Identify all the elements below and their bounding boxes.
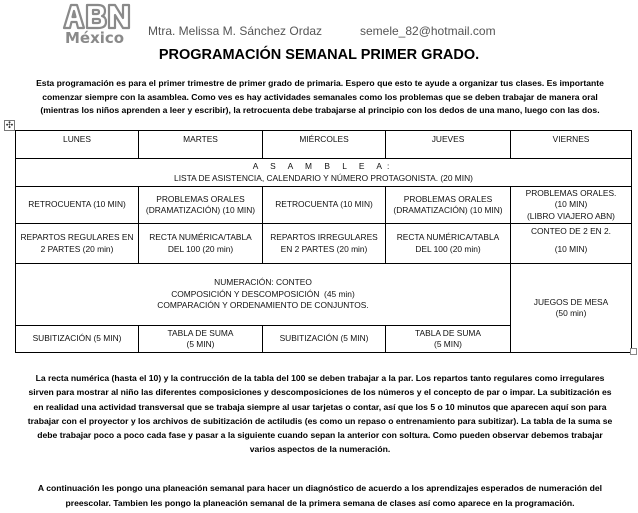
juegos-de-mesa-cell xyxy=(511,264,632,353)
abn-mexico-logo xyxy=(60,2,140,46)
cell-jueves-problemas: PROBLEMAS ORALES (DRAMATIZACIÓN) (10 MIN) xyxy=(386,187,511,224)
cell-line: COMPARACIÓN Y ORDENAMIENTO DE CONJUNTOS. xyxy=(157,300,369,311)
explanation-paragraph xyxy=(12,371,628,457)
cell-viernes-problemas xyxy=(511,187,632,224)
cell-martes-problemas: PROBLEMAS ORALES (DRAMATIZACIÓN) (10 MIN) xyxy=(139,187,263,224)
cell-line: (5 MIN) xyxy=(434,339,462,349)
cell-jueves-tabla-suma xyxy=(386,326,511,353)
paragraph-line: en realidad una actividad transversal que se trabaja siempre al usar tarjetas o contar, así que los 5 o 10 minutos que aparecen aquí son para xyxy=(33,401,607,412)
paragraph-line: La recta numérica (hasta el 10) y la contrucción de la tabla del 100 se deben trabajar a la par. Los repartos tanto regulares como irregulares xyxy=(35,373,605,383)
asamblea-row xyxy=(16,159,632,187)
paragraph-line: debe trabajar poco a poco cada fase y pasar a la siguiente cuando sepan la anterior con soltura. Como pueden observar debemos trabajar xyxy=(37,430,603,441)
document-title: PROGRAMACIÓN SEMANAL PRIMER GRADO. xyxy=(158,47,480,63)
cell-miercoles-retrocuenta: RETROCUENTA (10 MIN) xyxy=(263,187,386,224)
intro-line: (mientras los niños aprenden a leer y escribir), la retrocuenta debe trabajarse al principio con los dedos de una mano, luego con las dos. xyxy=(40,105,600,115)
weekly-schedule-table xyxy=(15,130,632,353)
cell-martes-tabla-suma xyxy=(139,326,263,353)
continuation-paragraph xyxy=(12,481,628,510)
cell-miercoles-subitizacion: SUBITIZACIÓN (5 MIN) xyxy=(263,326,386,353)
paragraph-line: varios aspectos de la numeración. xyxy=(249,444,391,455)
day-header-martes: MARTES xyxy=(139,131,263,159)
asamblea-title: A S A M B L E A: xyxy=(252,161,395,171)
paragraph-line: trabajar con el proyector y los archivos de subitización de actiludis (es como un repaso o entrenamiento para subitizar). La tabla de la suma se xyxy=(27,415,613,426)
day-header-lunes: LUNES xyxy=(16,131,139,159)
day-header-jueves: JUEVES xyxy=(386,131,511,159)
paragraph-line: sirven para mostrar al niño las diferentes composiciones y descomposiciones de los números y el concepto de par o impar. La subitización es xyxy=(28,387,612,398)
paragraph-line: A continuación les pongo una planeación semanal para hacer un diagnóstico de acuerdo a los aprendizajes esperados de numeración del xyxy=(37,483,603,493)
table-row xyxy=(16,224,632,264)
cell-line: JUEGOS DE MESA xyxy=(533,296,609,307)
table-header-row xyxy=(16,131,632,159)
cell-line: NUMERACIÓN: CONTEO xyxy=(214,277,312,288)
cell-line: COMPOSICIÓN Y DESCOMPOSICIÓN (45 min) xyxy=(171,288,355,299)
cell-line: (10 MIN) xyxy=(554,243,588,254)
asamblea-detail: LISTA DE ASISTENCIA, CALENDARIO Y NÚMERO PROTAGONISTA. (20 MIN) xyxy=(174,172,473,183)
cell-line: (50 min) xyxy=(555,308,587,318)
table-resize-handle[interactable] xyxy=(630,348,637,355)
cell-lunes-subitizacion: SUBITIZACIÓN (5 MIN) xyxy=(16,326,139,353)
intro-line: Esta programación es para el primer trimestre de primer grado de primaria. Espero que esto te ayude a organizar tus clases. Es importante xyxy=(36,78,604,88)
cell-line: (10 MIN) xyxy=(554,199,588,210)
intro-line: comenzar siempre con la asamblea. Como ves es hay actividades semanales como los problemas que se deben trabajar de manera oral xyxy=(42,91,598,102)
cell-jueves-recta: RECTA NUMÉRICA/TABLA DEL 100 (20 min) xyxy=(386,224,511,264)
intro-paragraph xyxy=(12,77,628,118)
cell-line: (LIBRO VIAJERO ABN) xyxy=(527,210,615,221)
logo-mexico-text: México xyxy=(65,29,125,46)
cell-martes-recta: RECTA NUMÉRICA/TABLA DEL 100 (20 min) xyxy=(139,224,263,264)
numeracion-row xyxy=(16,264,632,326)
day-header-miercoles: MIÉRCOLES xyxy=(263,131,386,159)
cell-lunes-retrocuenta: RETROCUENTA (10 MIN) xyxy=(16,187,139,224)
numeracion-cell xyxy=(16,264,511,326)
cell-lunes-repartos: REPARTOS REGULARES EN 2 PARTES (20 min) xyxy=(16,224,139,264)
table-row xyxy=(16,187,632,224)
author-name: Mtra. Melissa M. Sánchez Ordaz xyxy=(148,24,323,38)
cell-line: TABLA DE SUMA xyxy=(415,327,481,338)
paragraph-line: preescolar. Tambien les pongo la planeación semanal de la primera semana de clases así como aparece en la programación. xyxy=(65,497,575,508)
cell-miercoles-repartos: REPARTOS IRREGULARES EN 2 PARTES (20 min) xyxy=(263,224,386,264)
cell-line: CONTEO DE 2 EN 2. xyxy=(530,226,612,236)
asamblea-cell xyxy=(16,159,632,187)
table-move-handle-icon[interactable]: ✣ xyxy=(5,120,14,130)
cell-line: TABLA DE SUMA xyxy=(167,327,234,338)
day-header-viernes: VIERNES xyxy=(511,131,632,159)
cell-line: PROBLEMAS ORALES. xyxy=(525,187,617,198)
author-email: semele_82@hotmail.com xyxy=(360,24,496,38)
cell-viernes-conteo xyxy=(511,224,632,264)
cell-line: (5 MIN) xyxy=(186,339,215,349)
